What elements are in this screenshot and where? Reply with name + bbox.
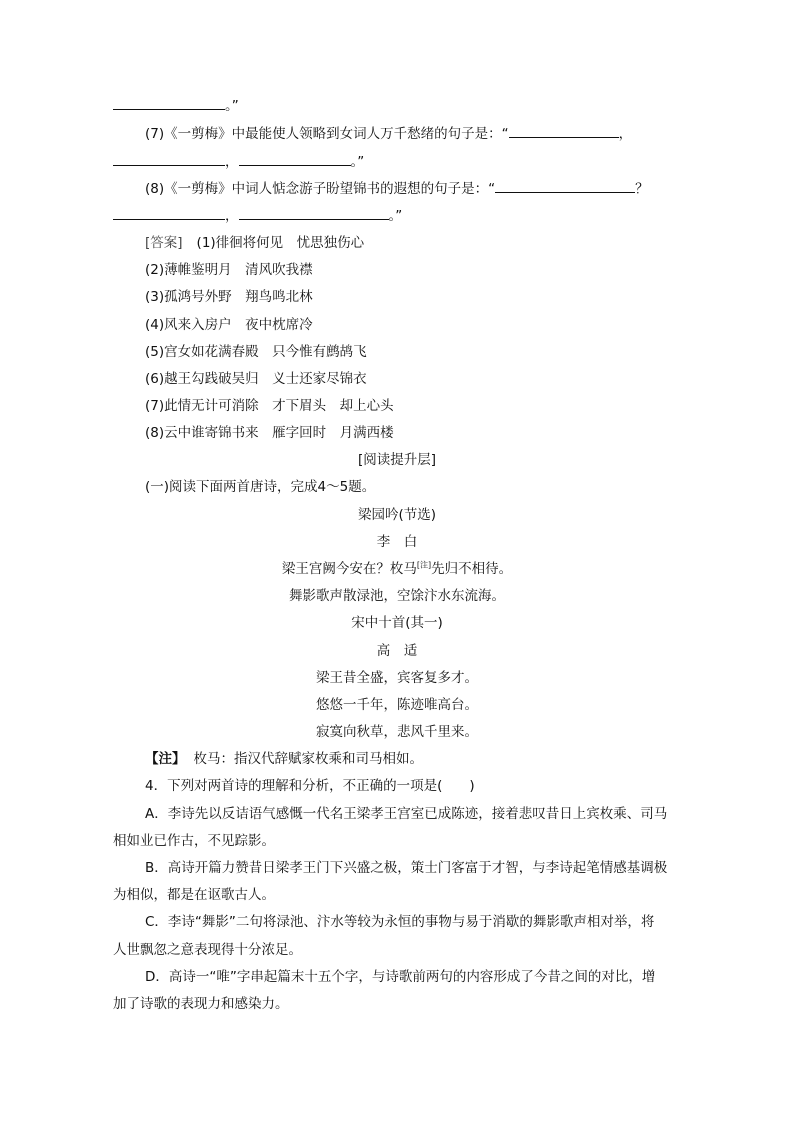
note-tag: 【注】 [145,751,186,767]
poem2-line1: 梁王昔全盛，宾客复多才。 [316,670,478,686]
poem1-line1: 梁王宫阙今安在？枚马[注]先归不相待。 [281,560,513,577]
option-a-line1: A．李诗先以反诘语气感慨一代名王梁孝王宫室已成陈迹，接着悲叹昔日上宾枚乘、司马 [145,806,668,822]
question-7-continued: ， 。” [113,152,364,171]
answer-tag: [答案] [145,235,183,251]
poem1-author: 李 白 [376,534,418,550]
answer-blank[interactable] [113,206,225,220]
answer-6: (6)越王勾践破吴归 义士还家尽锦衣 [145,371,367,387]
footnote-marker: [注] [416,560,432,570]
answer-blank[interactable] [239,206,389,220]
answer-blank[interactable] [509,124,619,138]
poem1-line2: 舞影歌声散渌池，空馀汴水东流海。 [289,588,505,604]
option-a-line2: 相如业已作古，不见踪影。 [113,833,275,849]
answer-7: (7)此情无计可消除 才下眉头 却上心头 [145,398,394,414]
question-7: (7)《一剪梅》中最能使人领略到女词人万千愁绪的句子是：“ ， [145,126,633,142]
option-b-line2: 为相似，都是在讴歌古人。 [113,887,275,903]
reading-intro: (一)阅读下面两首唐诗，完成4～5题。 [145,479,376,495]
answer-8: (8)云中谁寄锦书来 雁字回时 月满西楼 [145,425,394,441]
q6-answer-line: 。” [113,96,239,115]
answer-2: (2)薄帷鉴明月 清风吹我襟 [145,262,313,278]
poem2-line3: 寂寞向秋草，悲风千里来。 [316,724,478,740]
answer-blank[interactable] [495,179,635,193]
answer-blank[interactable] [239,152,351,166]
footnote: 【注】 枚马：指汉代辞赋家枚乘和司马相如。 [145,751,423,767]
answer-1: [答案] (1)徘徊将何见 忧思独伤心 [145,235,365,251]
question-4-stem: 4．下列对两首诗的理解和分析，不正确的一项是( ) [145,778,475,794]
option-b-line1: B．高诗开篇力赞昔日梁孝王门下兴盛之极，策士门客富于才智，与李诗起笔情感基调极 [145,860,668,876]
option-c-line2: 人世飘忽之意表现得十分浓足。 [113,942,302,958]
option-c-line1: C．李诗“舞影”二句将渌池、汴水等较为永恒的事物与易于消歇的舞影歌声相对举，将 [145,914,655,930]
poem1-title: 梁园吟(节选) [357,507,437,523]
option-d-line2: 加了诗歌的表现力和感染力。 [113,996,289,1012]
answer-blank[interactable] [113,152,225,166]
poem2-line2: 悠悠一千年，陈迹唯高台。 [316,697,478,713]
poem2-title: 宋中十首(其一) [351,615,443,631]
answer-4: (4)风来入房户 夜中枕席冷 [145,317,313,333]
answer-5: (5)宫女如花满春殿 只今惟有鹧鸪飞 [145,344,367,360]
question-8-continued: ， 。” [113,206,402,225]
answer-blank[interactable] [113,96,225,110]
answer-3: (3)孤鸿号外野 翔鸟鸣北林 [145,289,313,305]
option-d-line1: D．高诗一“唯”字串起篇末十五个字，与诗歌前两句的内容形成了今昔之间的对比，增 [145,969,656,985]
poem2-author: 高 适 [376,643,418,659]
question-8: (8)《一剪梅》中词人惦念游子盼望锦书的遐想的句子是：“ ？ [145,181,649,197]
section-title: [阅读提升层] [357,452,437,468]
